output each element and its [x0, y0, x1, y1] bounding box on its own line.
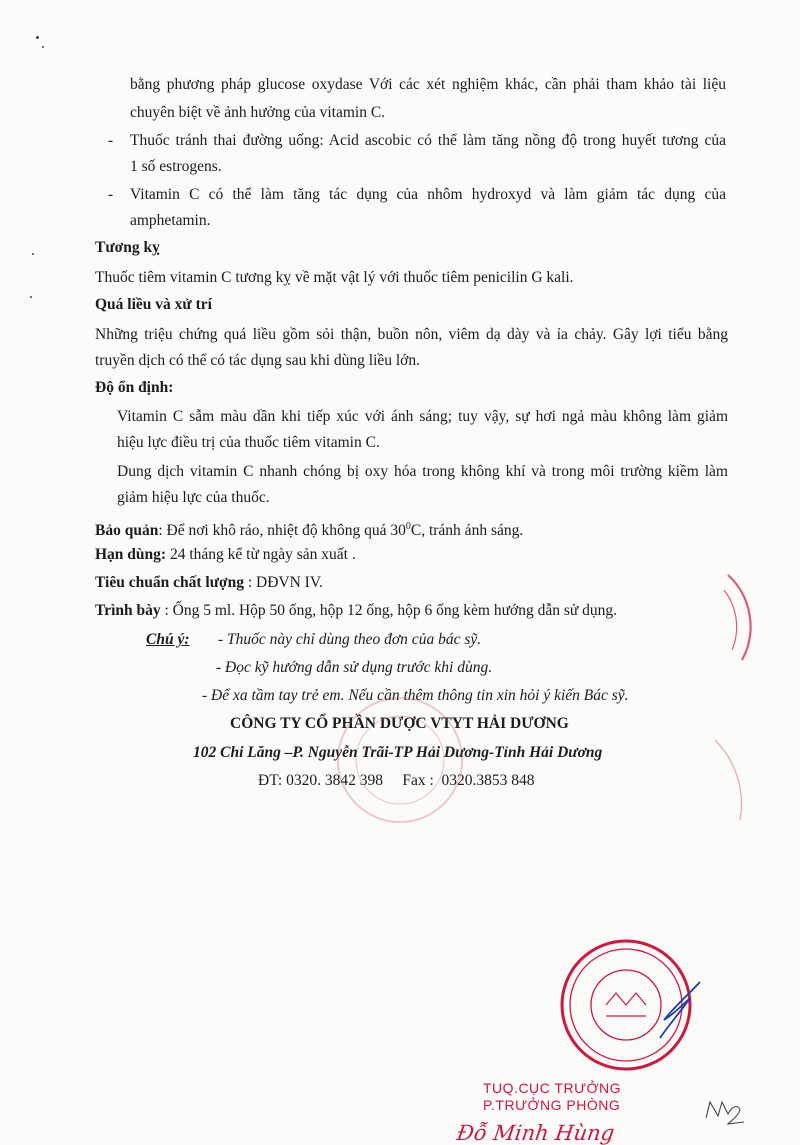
list-dash: -	[108, 186, 114, 203]
stability-text-line: Vitamin C sẫm màu dần khi tiếp xúc với ánh sáng; tuy vậy, sự hơi ngả màu không làm giảm	[117, 408, 728, 425]
section-heading-overdose: Quá liều và xử trí	[95, 296, 212, 313]
incompatibility-text: Thuốc tiêm vitamin C tương kỵ về mặt vật lý với thuốc tiêm penicilin G kali.	[95, 269, 574, 286]
overdose-text-line: Những triệu chứng quá liều gồm sỏi thận, buồn nôn, viêm dạ dày và ỉa chảy. Gây lợi tiểu bằng	[95, 326, 728, 343]
signatory-name: Đỗ Minh Hùng	[455, 1121, 616, 1145]
presentation-text: : Ống 5 ml. Hộp 50 ống, hộp 12 ống, hộp 6 ống kèm hướng dẫn sử dụng.	[160, 602, 618, 619]
right-edge-stamp	[715, 575, 751, 820]
stability-text-line: Dung dịch vitamin C nhanh chóng bị oxy hóa trong không khí và trong môi trường kiềm làm	[117, 463, 728, 480]
section-heading-stability: Độ ổn định:	[95, 379, 174, 396]
company-stamp	[338, 698, 462, 822]
company-name: CÔNG TY CỔ PHẦN DƯỢC VTYT HẢI DƯƠNG	[230, 715, 569, 732]
storage-label: Bảo quản	[95, 522, 159, 540]
storage-text-end: C, tránh ánh sáng.	[410, 522, 524, 540]
interaction-text-line: chuyên biệt về ảnh hưởng của vitamin C.	[130, 104, 386, 121]
signatory-position: P.TRƯỞNG PHÒNG	[483, 1097, 621, 1113]
company-address: 102 Chi Lăng –P. Nguyễn Trãi-TP Hải Dương-Tỉnh Hải Dương	[193, 744, 603, 761]
list-item-vitamin-c: Vitamin C có thể làm tăng tác dụng của nhôm hydroxyd và làm giảm tác dụng của	[130, 186, 726, 203]
section-heading-incompatibility: Tương kỵ	[95, 239, 160, 256]
list-dash: -	[108, 132, 114, 149]
note-keep-away-children: - Để xa tầm tay trẻ em. Nếu cần thêm thông tin xin hỏi ý kiến Bác sỹ.	[202, 687, 629, 704]
company-phone-fax: ĐT: 0320. 3842 398 Fax : 0320.3853 848	[258, 772, 535, 789]
quality-standard-label: Tiêu chuẩn chất lượng	[95, 574, 244, 591]
list-item-estrogen: Thuốc tránh thai đường uống: Acid ascobic có thể làm tăng nồng độ trong huyết tương của	[130, 132, 726, 149]
list-item-estrogen-cont: 1 số estrogens.	[130, 158, 222, 175]
signatory-title: TUQ.CỤC TRƯỞNG	[483, 1080, 622, 1096]
overdose-text-line: truyền dịch có thể có tác dụng sau khi dùng liều lớn.	[95, 352, 421, 369]
storage-text: : Để nơi khô ráo, nhiệt độ không quá 30	[158, 522, 406, 540]
shelf-life-label: Hạn dùng:	[95, 546, 167, 563]
approval-stamp	[562, 941, 690, 1069]
interaction-text-line: bằng phương pháp glucose oxydase Với các xét nghiệm khác, cần phải tham khảo tài liệu	[130, 76, 726, 93]
degree-superscript: 0	[405, 521, 411, 532]
stability-text-line: giảm hiệu lực của thuốc.	[117, 489, 270, 506]
stability-text-line: hiệu lực điều trị của thuốc tiêm vitamin C.	[117, 434, 380, 451]
shelf-life-text: 24 tháng kể từ ngày sản xuất .	[166, 546, 356, 563]
notes-label: Chú ý:	[146, 631, 190, 648]
note-read-instructions: - Đọc kỹ hướng dẫn sử dụng trước khi dùng.	[216, 659, 493, 676]
note-prescription-only: - Thuốc này chỉ dùng theo đơn của bác sỹ.	[218, 631, 482, 648]
margin-initials	[706, 1102, 744, 1124]
quality-standard-text: : DĐVN IV.	[243, 574, 323, 591]
presentation-label: Trình bày	[95, 602, 161, 619]
list-item-vitamin-c-cont: amphetamin.	[130, 212, 211, 229]
